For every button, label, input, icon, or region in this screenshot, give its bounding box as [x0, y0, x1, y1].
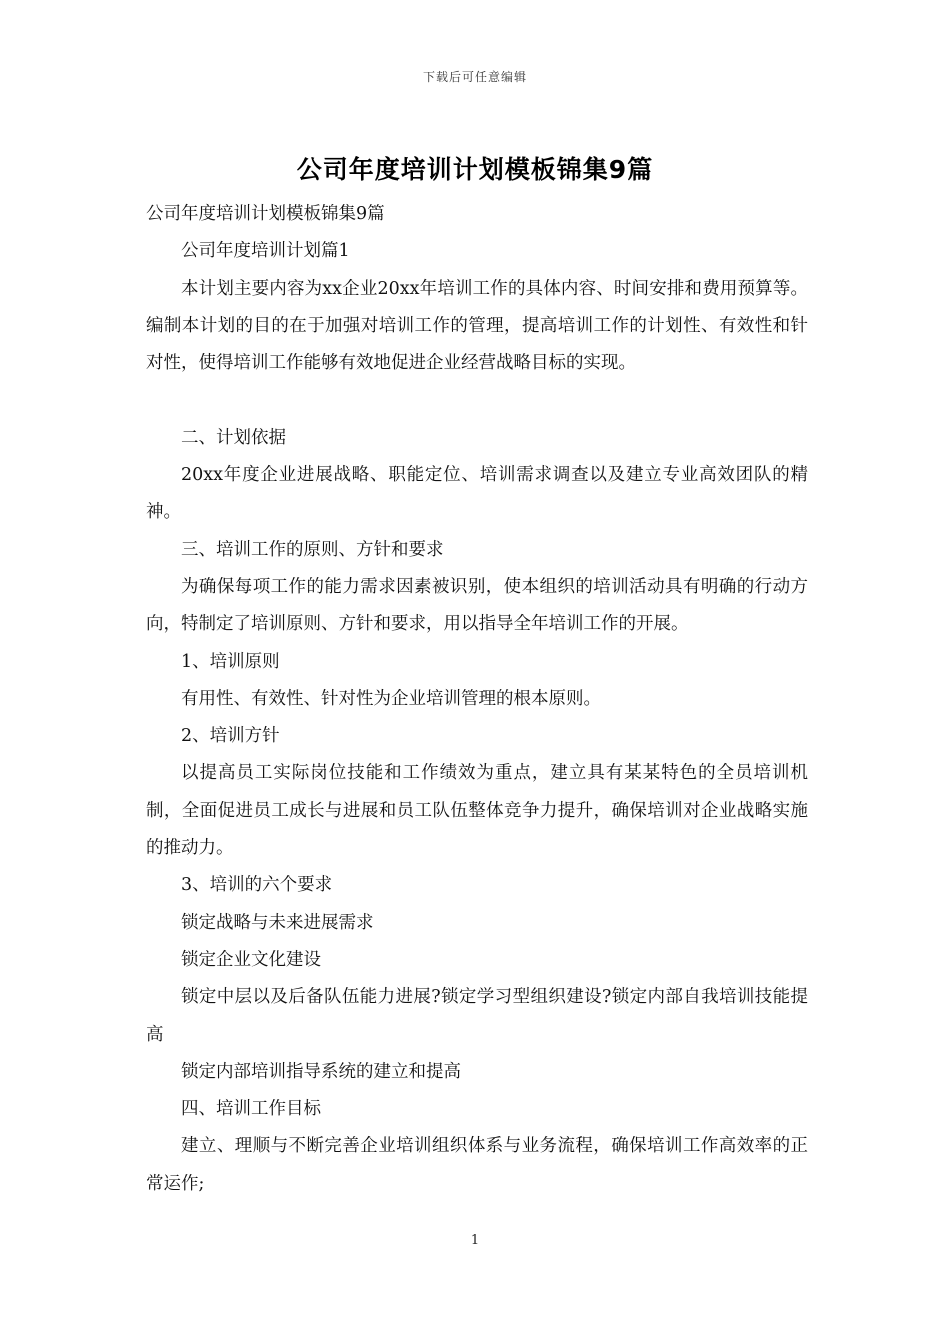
document-body [146, 196, 808, 1203]
paragraph-intro: 本计划主要内容为xx企业20xx年培训工作的具体内容、时间安排和费用预算等。编制本计划的目的在于加强对培训工作的管理，提高培训工作的计划性、有效性和针对性，使得培训工作能够有效地促进企业经营战略目标的实现。 [146, 278, 808, 374]
heading-six-requirements: 3、培训的六个要求 [181, 875, 333, 896]
paragraph-principles: 为确保每项工作的能力需求因素被识别，使本组织的培训活动具有明确的行动方向，特制定了培训原则、方针和要求，用以指导全年培训工作的开展。 [146, 576, 808, 635]
paragraph-plan-basis: 20xx年度企业进展战略、职能定位、培训需求调查以及建立专业高效团队的精神。 [146, 465, 808, 523]
blank-line [146, 382, 808, 419]
document-title: 公司年度培训计划模板锦集9篇 [296, 155, 654, 184]
paragraph-training-goals: 建立、理顺与不断完善企业培训组织体系与业务流程，确保培训工作高效率的正常运作; [146, 1136, 808, 1194]
list-item: 锁定内部培训指导系统的建立和提高 [181, 1061, 461, 1082]
heading-principles: 三、培训工作的原则、方针和要求 [181, 539, 444, 560]
page-number: 1 [470, 1233, 480, 1248]
heading-training-policy: 2、培训方针 [181, 726, 280, 747]
header-note: 下载后可任意编辑 [422, 70, 527, 84]
heading-training-goals: 四、培训工作目标 [181, 1099, 321, 1120]
paragraph-training-principle: 有用性、有效性、针对性为企业培训管理的根本原则。 [181, 688, 601, 709]
paragraph-training-policy: 以提高员工实际岗位技能和工作绩效为重点，建立具有某某特色的全员培训机制，全面促进员工成长与进展和员工队伍整体竞争力提升，确保培训对企业战略实施的推动力。 [146, 763, 808, 859]
list-item: 锁定企业文化建设 [181, 949, 321, 970]
paragraph-section-heading: 公司年度培训计划篇1 [181, 241, 350, 262]
heading-plan-basis: 二、计划依据 [181, 427, 286, 448]
heading-training-principle: 1、培训原则 [181, 651, 280, 672]
list-item: 锁定中层以及后备队伍能力进展?锁定学习型组织建设?锁定内部自我培训技能提高 [146, 987, 808, 1045]
subtitle-line: 公司年度培训计划模板锦集9篇 [146, 204, 385, 224]
list-item: 锁定战略与未来进展需求 [181, 912, 374, 933]
